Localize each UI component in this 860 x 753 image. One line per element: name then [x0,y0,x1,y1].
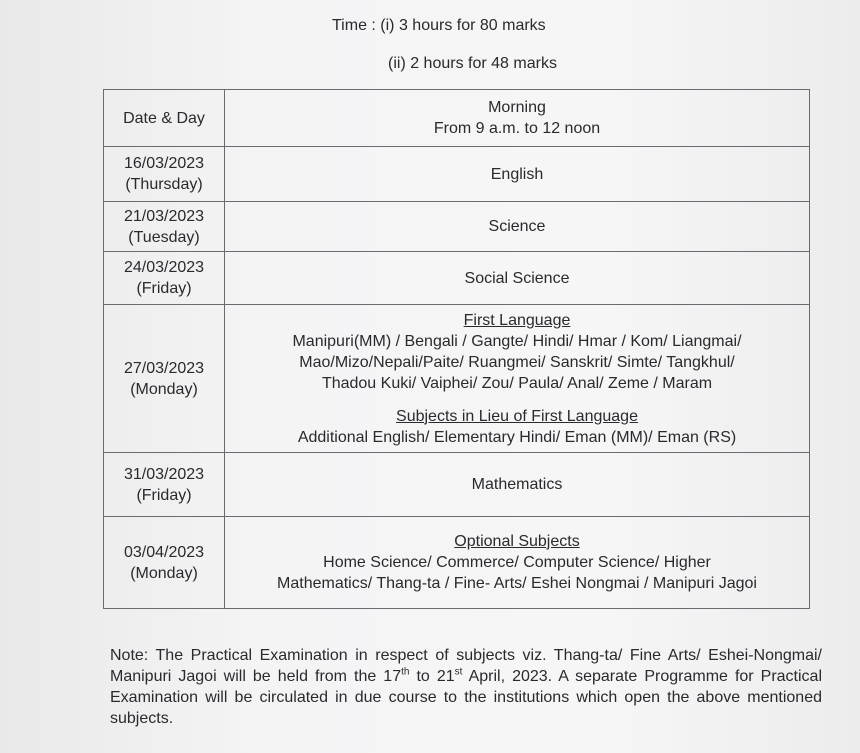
day: (Thursday) [125,176,203,193]
date-cell [104,252,225,305]
day: (Tuesday) [128,228,200,246]
lieu-heading: Subjects in Lieu of First Language [396,407,638,425]
date-cell [104,453,225,517]
date: 16/03/2023 [123,155,205,172]
date-day-header: Date & Day [104,90,225,147]
date-cell [104,202,225,252]
day: (Monday) [130,380,198,398]
table-header-row [104,90,810,147]
session-label: Morning [488,99,546,116]
note-sup-1: th [401,666,410,678]
table-row [104,453,810,517]
subject-line: Thadou Kuki/ Vaiphei/ Zou/ Paula/ Anal/ Zeme / Maram [321,374,713,392]
note-text-1: Note: The Practical Examination in respect of subjects viz. Thang-ta/ Fine Arts/ Eshei-Nongmai/ Manipuri Jagoi will be held from the 17 [110,647,822,685]
first-language-heading: First Language [463,311,571,329]
table-row [104,305,810,453]
subject-cell [225,305,810,453]
date: 27/03/2023 [123,359,205,377]
day: (Friday) [136,486,192,504]
date-cell [104,305,225,453]
date: 31/03/2023 [123,465,205,483]
session-header [225,90,810,147]
note-text-3: April, 2023. A separate Programme for Practical Examination will be circulated in due course to the institutions which open the above mentioned subjects. [110,668,823,727]
day: (Friday) [136,280,192,297]
subject-cell: Science [225,202,810,252]
table-row [104,147,810,202]
time-line-2: (ii) 2 hours for 48 marks [388,55,557,72]
optional-subjects-heading: Optional Subjects [454,533,580,550]
table-row [104,202,810,252]
note-text-2: to 21 [409,668,455,685]
table-row [104,517,810,609]
subject-cell: English [225,147,810,202]
note-paragraph [110,645,822,729]
date-cell [104,147,225,202]
date: 24/03/2023 [123,259,205,276]
subject-line: Mao/Mizo/Nepali/Paite/ Ruangmei/ Sanskrit/ Simte/ Tangkhul/ [299,353,735,371]
subject-line: Manipuri(MM) / Bengali / Gangte/ Hindi/ Hmar / Kom/ Liangmai/ [292,332,742,350]
subject-cell: Mathematics [225,453,810,517]
date: 03/04/2023 [123,543,205,561]
time-line-1: Time : (i) 3 hours for 80 marks [332,17,546,34]
note-sup-2: st [454,666,463,678]
exam-schedule-table [103,89,810,609]
subject-cell [225,517,810,609]
subject-cell: Social Science [225,252,810,305]
session-time: From 9 a.m. to 12 noon [433,120,601,137]
date-cell [104,517,225,609]
subject-line: Home Science/ Commerce/ Computer Science/ Higher [323,554,711,571]
date: 21/03/2023 [123,207,205,225]
subject-line: Additional English/ Elementary Hindi/ Eman (MM)/ Eman (RS) [297,428,737,446]
subject-line: Mathematics/ Thang-ta / Fine- Arts/ Eshei Nongmai / Manipuri Jagoi [277,575,757,592]
table-row [104,252,810,305]
day: (Monday) [130,564,198,582]
